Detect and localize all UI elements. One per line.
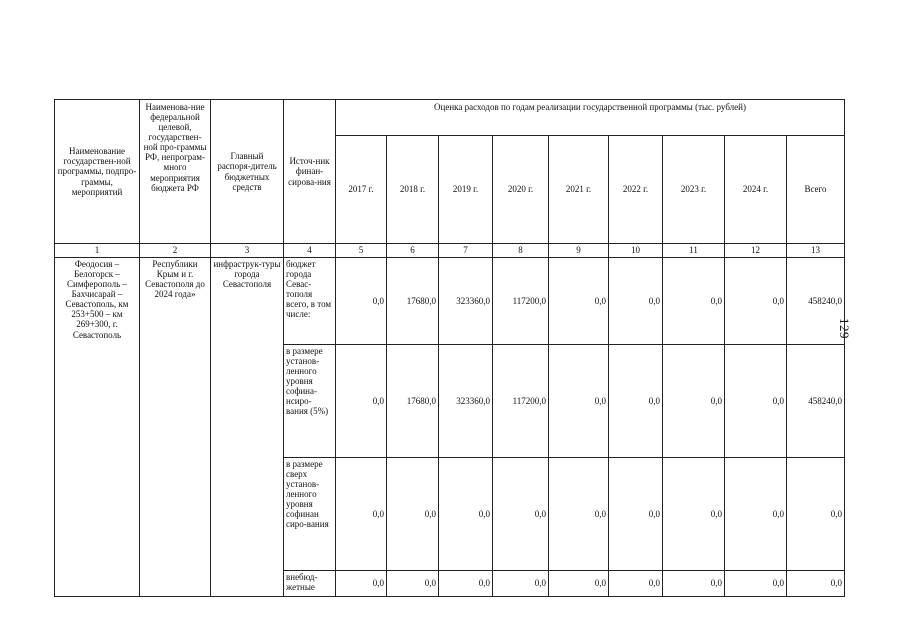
value-cell: 0,0 bbox=[336, 258, 387, 345]
header-total: Всего bbox=[787, 136, 845, 244]
column-number: 13 bbox=[787, 244, 845, 258]
column-number: 12 bbox=[725, 244, 787, 258]
funding-source: в размере сверх установ-ленного уровня софинан сиро-вания bbox=[284, 458, 336, 571]
value-cell: 0,0 bbox=[663, 258, 725, 345]
column-number: 8 bbox=[493, 244, 549, 258]
value-cell: 0,0 bbox=[787, 571, 845, 597]
value-cell: 117200,0 bbox=[493, 258, 549, 345]
header-year-2022: 2022 г. bbox=[609, 136, 663, 244]
value-cell: 0,0 bbox=[439, 571, 493, 597]
value-cell: 0,0 bbox=[336, 458, 387, 571]
column-number: 5 bbox=[336, 244, 387, 258]
value-cell: 17680,0 bbox=[387, 258, 439, 345]
column-number: 2 bbox=[140, 244, 211, 258]
header-year-2024: 2024 г. bbox=[725, 136, 787, 244]
header-year-2017: 2017 г. bbox=[336, 136, 387, 244]
column-number: 4 bbox=[284, 244, 336, 258]
value-cell: 0,0 bbox=[663, 571, 725, 597]
budget-table bbox=[54, 99, 845, 597]
value-cell: 0,0 bbox=[725, 571, 787, 597]
funding-source: бюджет города Севас-тополя всего, в том числе: bbox=[284, 258, 336, 345]
value-cell: 0,0 bbox=[787, 458, 845, 571]
value-cell: 0,0 bbox=[549, 571, 609, 597]
column-number: 7 bbox=[439, 244, 493, 258]
value-cell: 0,0 bbox=[549, 345, 609, 458]
value-cell: 323360,0 bbox=[439, 345, 493, 458]
header-year-2019: 2019 г. bbox=[439, 136, 493, 244]
value-cell: 17680,0 bbox=[387, 345, 439, 458]
value-cell: 0,0 bbox=[609, 345, 663, 458]
value-cell: 0,0 bbox=[725, 258, 787, 345]
page-number: 129 bbox=[837, 318, 852, 339]
column-number: 6 bbox=[387, 244, 439, 258]
value-cell: 0,0 bbox=[663, 458, 725, 571]
value-cell: 117200,0 bbox=[493, 345, 549, 458]
header-funding-source: Источ-ник финан-сирова-ния bbox=[284, 100, 336, 244]
value-cell: 0,0 bbox=[549, 258, 609, 345]
value-cell: 0,0 bbox=[439, 458, 493, 571]
value-cell: 0,0 bbox=[336, 571, 387, 597]
table-row bbox=[55, 258, 845, 345]
column-number: 11 bbox=[663, 244, 725, 258]
value-cell: 0,0 bbox=[663, 345, 725, 458]
column-number: 1 bbox=[55, 244, 140, 258]
value-cell: 0,0 bbox=[609, 458, 663, 571]
value-cell: 0,0 bbox=[549, 458, 609, 571]
budget-manager: инфраструк-туры города Севастополя bbox=[211, 258, 284, 597]
value-cell: 0,0 bbox=[725, 458, 787, 571]
value-cell: 0,0 bbox=[493, 571, 549, 597]
header-budget-manager: Главный распоря-дитель бюджетных средств bbox=[211, 100, 284, 244]
value-cell: 0,0 bbox=[725, 345, 787, 458]
header-year-2020: 2020 г. bbox=[493, 136, 549, 244]
federal-program-name: Республики Крым и г. Севастополя до 2024 года» bbox=[140, 258, 211, 597]
value-cell: 0,0 bbox=[387, 458, 439, 571]
value-cell: 0,0 bbox=[387, 571, 439, 597]
column-number: 3 bbox=[211, 244, 284, 258]
value-cell: 0,0 bbox=[609, 571, 663, 597]
header-estimate-title: Оценка расходов по годам реализации государственной программы (тыс. рублей) bbox=[336, 100, 845, 136]
header-federal-program: Наименова-ние федеральной целевой, государствен-ной про-граммы РФ, непрограм-много мероприятия бюджета РФ bbox=[140, 100, 211, 244]
value-cell: 0,0 bbox=[609, 258, 663, 345]
funding-source: внебюд-жетные bbox=[284, 571, 336, 597]
column-number: 10 bbox=[609, 244, 663, 258]
value-cell: 0,0 bbox=[336, 345, 387, 458]
project-name: Феодосия – Белогорск – Симферополь – Бахчисарай – Севастополь, км 253+500 – км 269+300, г. Севастополь bbox=[55, 258, 140, 597]
funding-source: в размере установ-ленного уровня софина-нсиро-вания (5%) bbox=[284, 345, 336, 458]
column-number: 9 bbox=[549, 244, 609, 258]
header-program-name: Наименование государствен-ной программы, подпро-граммы, мероприятий bbox=[55, 100, 140, 244]
header-year-2023: 2023 г. bbox=[663, 136, 725, 244]
value-cell: 0,0 bbox=[493, 458, 549, 571]
header-year-2021: 2021 г. bbox=[549, 136, 609, 244]
header-year-2018: 2018 г. bbox=[387, 136, 439, 244]
value-cell: 458240,0 bbox=[787, 345, 845, 458]
value-cell: 323360,0 bbox=[439, 258, 493, 345]
value-cell: 458240,0 bbox=[787, 258, 845, 345]
